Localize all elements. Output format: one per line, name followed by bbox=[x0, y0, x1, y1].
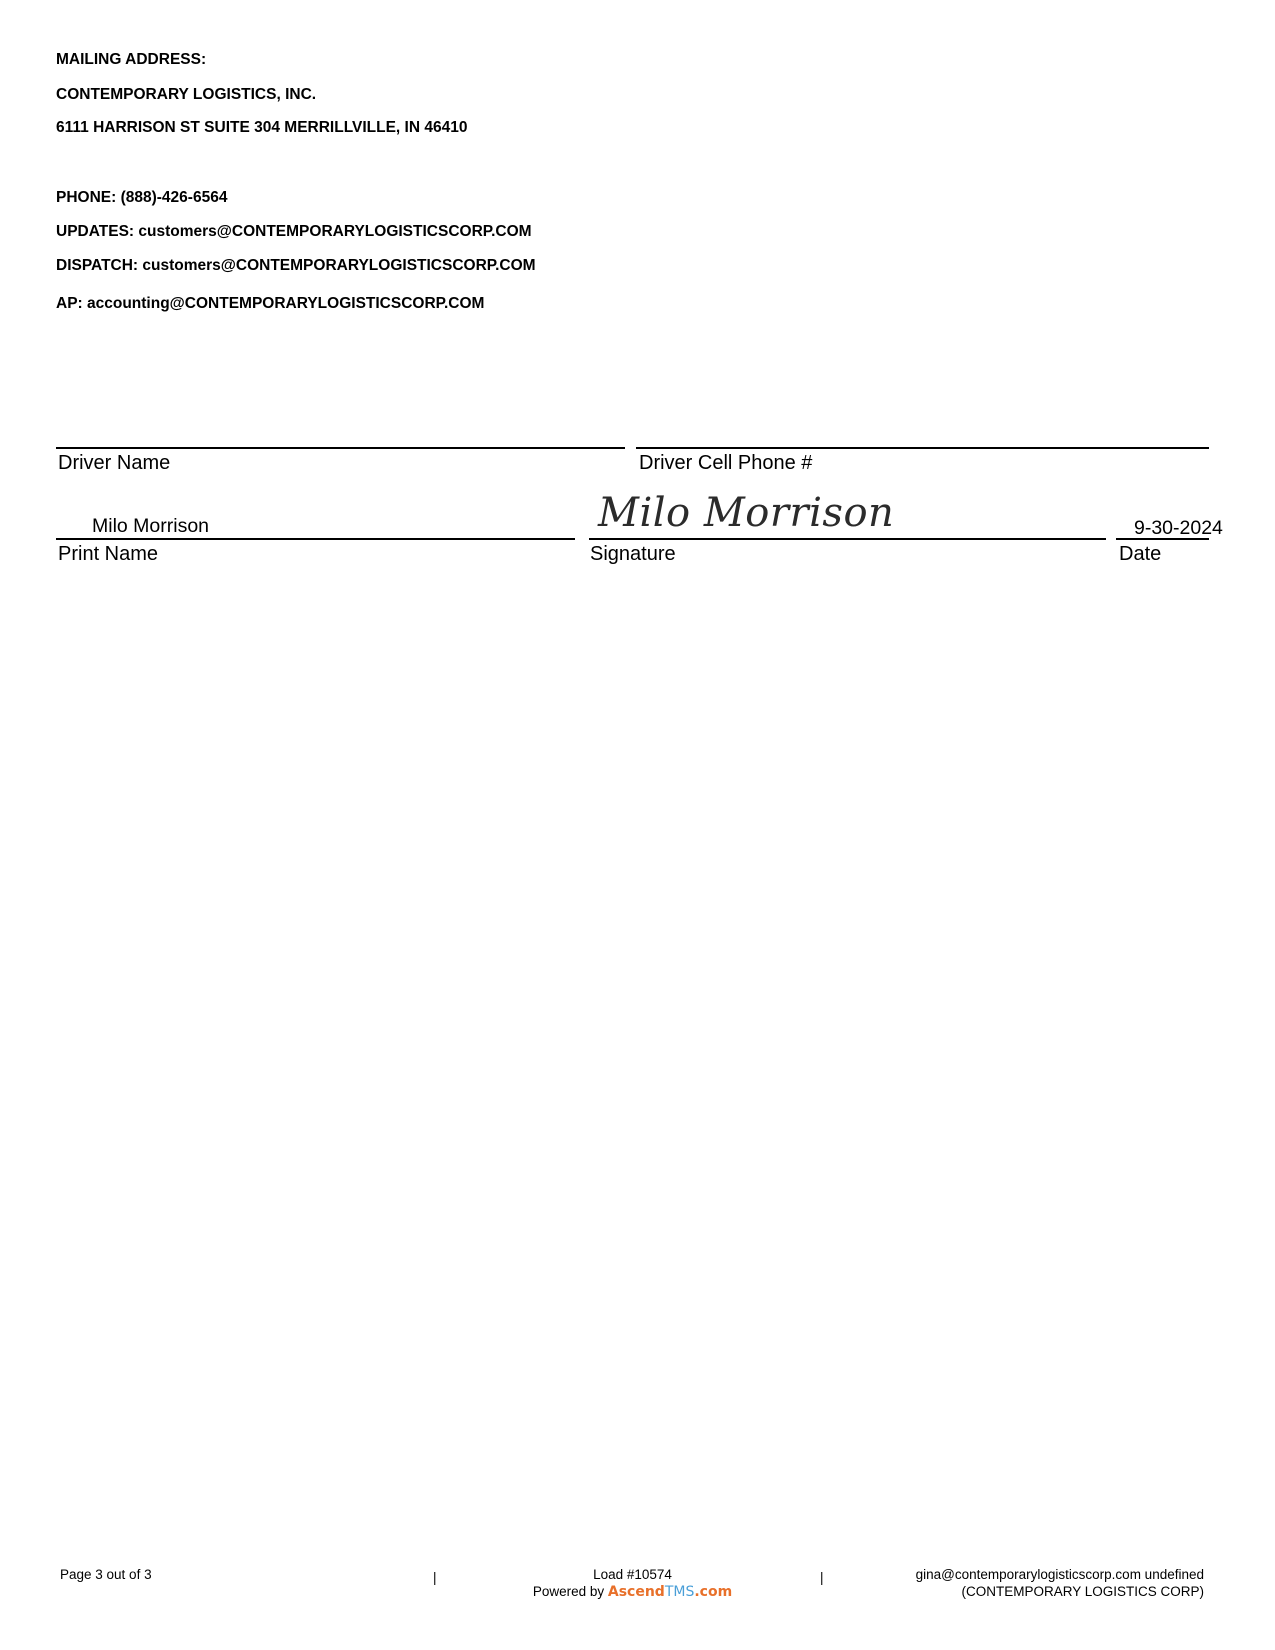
driver-name-line bbox=[56, 447, 625, 449]
updates-line: UPDATES: customers@CONTEMPORARYLOGISTICSCORP.COM bbox=[56, 223, 532, 240]
print-name-label: Print Name bbox=[58, 543, 159, 565]
footer-separator-right: | bbox=[820, 1570, 824, 1585]
brand-ascend: Ascend bbox=[607, 1584, 665, 1600]
driver-cell-line bbox=[636, 447, 1209, 449]
mailing-heading: MAILING ADDRESS: bbox=[56, 51, 207, 68]
company-address: 6111 HARRISON ST SUITE 304 MERRILLVILLE, IN 46410 bbox=[56, 119, 468, 136]
brand-tms: TMS bbox=[664, 1584, 695, 1600]
powered-by-text: Powered by bbox=[532, 1584, 605, 1599]
print-name-line bbox=[56, 538, 575, 540]
dispatch-line: DISPATCH: customers@CONTEMPORARYLOGISTICSCORP.COM bbox=[56, 257, 536, 274]
phone-line: PHONE: (888)-426-6564 bbox=[56, 189, 228, 206]
company-name: CONTEMPORARY LOGISTICS, INC. bbox=[56, 86, 317, 103]
load-number: Load #10574 bbox=[593, 1567, 672, 1582]
driver-cell-label: Driver Cell Phone # bbox=[639, 452, 813, 474]
date-label: Date bbox=[1119, 543, 1162, 565]
brand-com: .com bbox=[694, 1584, 733, 1600]
signature-label: Signature bbox=[590, 543, 676, 565]
print-name-value: Milo Morrison bbox=[92, 515, 210, 537]
driver-name-label: Driver Name bbox=[58, 452, 171, 474]
signature-image: Milo Morrison bbox=[598, 490, 895, 536]
date-value: 9-30-2024 bbox=[1134, 517, 1223, 539]
footer-email: gina@contemporarylogisticscorp.com undefined bbox=[915, 1567, 1204, 1582]
footer-company: (CONTEMPORARY LOGISTICS CORP) bbox=[961, 1584, 1204, 1599]
date-line bbox=[1116, 538, 1209, 540]
signature-line bbox=[589, 538, 1106, 540]
page-indicator: Page 3 out of 3 bbox=[60, 1567, 152, 1582]
ap-line: AP: accounting@CONTEMPORARYLOGISTICSCORP.COM bbox=[56, 295, 485, 312]
footer-separator-left: | bbox=[433, 1570, 437, 1585]
